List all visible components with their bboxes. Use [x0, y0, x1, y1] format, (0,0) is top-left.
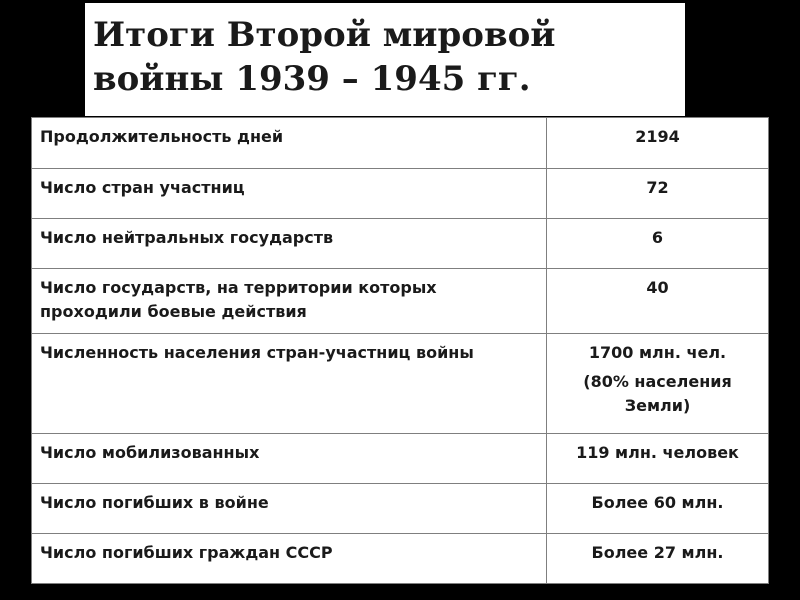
title-line-1: Итоги Второй мировой	[93, 15, 556, 55]
row-label: Продолжительность дней	[32, 118, 547, 169]
row-label: Число стран участниц	[32, 169, 547, 219]
slide-title	[93, 13, 685, 101]
row-value: Более 27 млн.	[547, 534, 769, 584]
row-value-note: (80% населения Земли)	[583, 372, 732, 415]
row-value: 119 млн. человек	[547, 434, 769, 484]
row-label: Численность населения стран-участниц войны	[32, 334, 547, 434]
row-label: Число государств, на территории которых проходили боевые действия	[32, 269, 547, 334]
table-row	[32, 334, 769, 434]
table-row	[32, 118, 769, 169]
table-row	[32, 434, 769, 484]
statistics-table	[31, 117, 769, 584]
row-label: Число нейтральных государств	[32, 219, 547, 269]
table-row	[32, 484, 769, 534]
row-value: Более 60 млн.	[547, 484, 769, 534]
row-value: 40	[547, 269, 769, 334]
row-value: 2194	[547, 118, 769, 169]
table-row	[32, 269, 769, 334]
title-line-2: войны 1939 – 1945 гг.	[93, 59, 531, 99]
row-label: Число погибших в войне	[32, 484, 547, 534]
row-label: Число мобилизованных	[32, 434, 547, 484]
table-row	[32, 169, 769, 219]
row-value: 72	[547, 169, 769, 219]
row-value: 1700 млн. чел.	[588, 343, 727, 362]
row-value: 6	[547, 219, 769, 269]
table-row	[32, 219, 769, 269]
title-box	[85, 3, 685, 116]
row-label: Число погибших граждан СССР	[32, 534, 547, 584]
table-row	[32, 534, 769, 584]
row-value-cell	[547, 334, 769, 434]
